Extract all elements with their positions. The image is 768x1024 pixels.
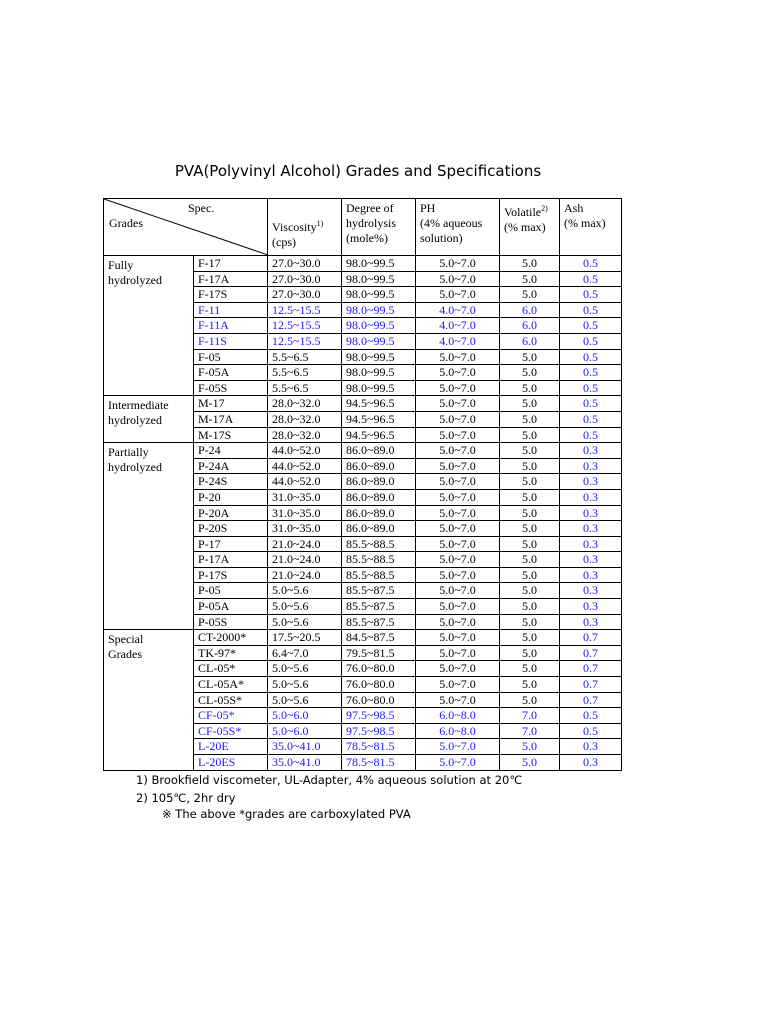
- grade-cell: CL-05*: [194, 661, 268, 677]
- ash-cell: 0.5: [560, 396, 622, 412]
- volatile-cell: 5.0: [500, 271, 560, 287]
- volatile-cell: 5.0: [500, 505, 560, 521]
- grade-cell: F-11: [194, 302, 268, 318]
- volatile-cell: 5.0: [500, 677, 560, 693]
- hydrolysis-cell: 98.0~99.5: [342, 318, 416, 334]
- ash-cell: 0.3: [560, 739, 622, 755]
- ash-cell: 0.3: [560, 599, 622, 615]
- ph-cell: 5.0~7.0: [416, 411, 500, 427]
- hydrolysis-cell: 98.0~99.5: [342, 349, 416, 365]
- volatile-cell: 5.0: [500, 365, 560, 381]
- grade-cell: P-20S: [194, 521, 268, 537]
- hydrolysis-cell: 85.5~87.5: [342, 614, 416, 630]
- group-label: [104, 630, 194, 770]
- volatile-cell: 5.0: [500, 755, 560, 771]
- grade-cell: L-20ES: [194, 755, 268, 771]
- group-label-line: hydrolyzed: [108, 273, 162, 287]
- hydrolysis-cell: 85.5~87.5: [342, 599, 416, 615]
- grade-cell: F-11S: [194, 333, 268, 349]
- group-label: [104, 443, 194, 630]
- grade-cell: P-20: [194, 489, 268, 505]
- ph-cell: 5.0~7.0: [416, 474, 500, 490]
- volatile-cell: 5.0: [500, 614, 560, 630]
- ph-cell: 5.0~7.0: [416, 489, 500, 505]
- ph-cell: 5.0~7.0: [416, 692, 500, 708]
- ash-cell: 0.3: [560, 567, 622, 583]
- hydrolysis-cell: 98.0~99.5: [342, 287, 416, 303]
- table-row: [104, 630, 622, 646]
- ph-cell: 5.0~7.0: [416, 599, 500, 615]
- ash-cell: 0.5: [560, 256, 622, 272]
- viscosity-cell: 12.5~15.5: [268, 302, 342, 318]
- ash-cell: 0.3: [560, 458, 622, 474]
- volatile-cell: 5.0: [500, 256, 560, 272]
- grade-cell: CT-2000*: [194, 630, 268, 646]
- viscosity-label: Viscosity: [272, 220, 317, 234]
- ash-cell: 0.7: [560, 645, 622, 661]
- ash-cell: 0.3: [560, 521, 622, 537]
- ph-header: [416, 199, 500, 256]
- volatile-cell: 5.0: [500, 287, 560, 303]
- hydrolysis-cell: 98.0~99.5: [342, 380, 416, 396]
- ash-cell: 0.7: [560, 692, 622, 708]
- hydrolysis-label-line2: hydrolysis: [346, 216, 397, 230]
- ph-cell: 4.0~7.0: [416, 302, 500, 318]
- hydrolysis-cell: 98.0~99.5: [342, 333, 416, 349]
- hydrolysis-cell: 78.5~81.5: [342, 755, 416, 771]
- hydrolysis-cell: 94.5~96.5: [342, 411, 416, 427]
- hydrolysis-cell: 84.5~87.5: [342, 630, 416, 646]
- viscosity-cell: 5.0~5.6: [268, 599, 342, 615]
- hydrolysis-cell: 76.0~80.0: [342, 692, 416, 708]
- hydrolysis-cell: 76.0~80.0: [342, 661, 416, 677]
- ash-cell: 0.3: [560, 536, 622, 552]
- ph-condition-line2: solution): [420, 231, 463, 245]
- ph-cell: 5.0~7.0: [416, 380, 500, 396]
- hydrolysis-header: [342, 199, 416, 256]
- hydrolysis-cell: 85.5~88.5: [342, 567, 416, 583]
- hydrolysis-cell: 97.5~98.5: [342, 723, 416, 739]
- hydrolysis-cell: 98.0~99.5: [342, 302, 416, 318]
- footnote-2: 2) 105℃, 2hr dry: [136, 791, 236, 805]
- grade-cell: F-05: [194, 349, 268, 365]
- ph-cell: 5.0~7.0: [416, 755, 500, 771]
- volatile-cell: 5.0: [500, 411, 560, 427]
- ph-cell: 5.0~7.0: [416, 443, 500, 459]
- hydrolysis-cell: 98.0~99.5: [342, 256, 416, 272]
- ash-cell: 0.5: [560, 349, 622, 365]
- grade-cell: P-17: [194, 536, 268, 552]
- hydrolysis-unit: (mole%): [346, 231, 388, 245]
- ph-cell: 5.0~7.0: [416, 567, 500, 583]
- ph-cell: 5.0~7.0: [416, 396, 500, 412]
- ash-cell: 0.5: [560, 723, 622, 739]
- ash-header: [560, 199, 622, 256]
- viscosity-cell: 5.0~5.6: [268, 614, 342, 630]
- viscosity-cell: 5.5~6.5: [268, 365, 342, 381]
- grade-cell: P-05S: [194, 614, 268, 630]
- grade-cell: F-05A: [194, 365, 268, 381]
- ph-cell: 6.0~8.0: [416, 708, 500, 724]
- volatile-label: Volatile: [504, 205, 542, 219]
- viscosity-cell: 44.0~52.0: [268, 443, 342, 459]
- volatile-cell: 5.0: [500, 396, 560, 412]
- volatile-cell: 5.0: [500, 599, 560, 615]
- viscosity-cell: 12.5~15.5: [268, 333, 342, 349]
- grade-cell: P-24: [194, 443, 268, 459]
- hydrolysis-cell: 85.5~88.5: [342, 552, 416, 568]
- hydrolysis-cell: 79.5~81.5: [342, 645, 416, 661]
- ph-cell: 4.0~7.0: [416, 333, 500, 349]
- ph-cell: 5.0~7.0: [416, 505, 500, 521]
- footnote-carboxylated: ※ The above *grades are carboxylated PVA: [162, 807, 411, 821]
- grade-cell: F-17: [194, 256, 268, 272]
- volatile-header: [500, 199, 560, 256]
- viscosity-cell: 5.0~5.6: [268, 583, 342, 599]
- ash-cell: 0.7: [560, 677, 622, 693]
- ash-cell: 0.7: [560, 630, 622, 646]
- hydrolysis-cell: 94.5~96.5: [342, 396, 416, 412]
- volatile-cell: 5.0: [500, 645, 560, 661]
- group-label-line: Partially: [108, 445, 149, 460]
- viscosity-cell: 17.5~20.5: [268, 630, 342, 646]
- volatile-cell: 5.0: [500, 427, 560, 443]
- ash-cell: 0.5: [560, 380, 622, 396]
- volatile-cell: 5.0: [500, 443, 560, 459]
- volatile-cell: 5.0: [500, 536, 560, 552]
- ph-cell: 5.0~7.0: [416, 427, 500, 443]
- ash-cell: 0.7: [560, 661, 622, 677]
- viscosity-unit: (cps): [272, 235, 296, 249]
- ash-label: Ash: [564, 201, 584, 215]
- viscosity-cell: 5.0~5.6: [268, 692, 342, 708]
- hydrolysis-label-line1: Degree of: [346, 201, 394, 215]
- ph-cell: 5.0~7.0: [416, 552, 500, 568]
- hydrolysis-cell: 86.0~89.0: [342, 505, 416, 521]
- grade-cell: M-17S: [194, 427, 268, 443]
- table-body: [104, 256, 622, 771]
- footnotes: [136, 772, 522, 822]
- ash-cell: 0.3: [560, 552, 622, 568]
- ph-cell: 5.0~7.0: [416, 583, 500, 599]
- hydrolysis-cell: 98.0~99.5: [342, 271, 416, 287]
- hydrolysis-cell: 86.0~89.0: [342, 458, 416, 474]
- ash-cell: 0.3: [560, 443, 622, 459]
- viscosity-cell: 28.0~32.0: [268, 396, 342, 412]
- ash-cell: 0.5: [560, 318, 622, 334]
- volatile-footnote-ref: 2): [541, 204, 548, 213]
- viscosity-cell: 31.0~35.0: [268, 521, 342, 537]
- footnote-1: 1) Brookfield viscometer, UL-Adapter, 4% aqueous solution at 20℃: [136, 773, 523, 787]
- grade-cell: F-17A: [194, 271, 268, 287]
- volatile-cell: 5.0: [500, 661, 560, 677]
- group-label-line: Intermediate: [108, 398, 169, 413]
- grade-cell: F-17S: [194, 287, 268, 303]
- grade-cell: M-17A: [194, 411, 268, 427]
- viscosity-footnote-ref: 1): [316, 219, 324, 228]
- ph-cell: 5.0~7.0: [416, 661, 500, 677]
- volatile-cell: 5.0: [500, 739, 560, 755]
- ph-cell: 5.0~7.0: [416, 677, 500, 693]
- ph-cell: 5.0~7.0: [416, 256, 500, 272]
- grade-cell: CL-05A*: [194, 677, 268, 693]
- viscosity-cell: 5.0~5.6: [268, 661, 342, 677]
- volatile-cell: 5.0: [500, 489, 560, 505]
- grade-cell: P-05: [194, 583, 268, 599]
- grade-cell: CL-05S*: [194, 692, 268, 708]
- ash-cell: 0.3: [560, 474, 622, 490]
- ph-cell: 5.0~7.0: [416, 739, 500, 755]
- ash-cell: 0.3: [560, 583, 622, 599]
- viscosity-cell: 28.0~32.0: [268, 427, 342, 443]
- viscosity-cell: 5.5~6.5: [268, 380, 342, 396]
- ph-cell: 5.0~7.0: [416, 458, 500, 474]
- page-title: PVA(Polyvinyl Alcohol) Grades and Specifications: [174, 162, 542, 180]
- viscosity-cell: 21.0~24.0: [268, 536, 342, 552]
- group-label-line: hydrolyzed: [108, 413, 162, 428]
- specifications-table: [103, 198, 622, 771]
- hydrolysis-cell: 86.0~89.0: [342, 474, 416, 490]
- ash-cell: 0.5: [560, 708, 622, 724]
- viscosity-cell: 5.0~6.0: [268, 708, 342, 724]
- table-row: [104, 256, 622, 272]
- ph-cell: 5.0~7.0: [416, 645, 500, 661]
- volatile-cell: 5.0: [500, 380, 560, 396]
- viscosity-cell: 21.0~24.0: [268, 567, 342, 583]
- viscosity-cell: 35.0~41.0: [268, 739, 342, 755]
- ph-cell: 6.0~8.0: [416, 723, 500, 739]
- ph-cell: 5.0~7.0: [416, 536, 500, 552]
- ash-cell: 0.5: [560, 365, 622, 381]
- viscosity-cell: 5.0~5.6: [268, 677, 342, 693]
- viscosity-cell: 27.0~30.0: [268, 287, 342, 303]
- group-label: [104, 256, 194, 396]
- hydrolysis-cell: 97.5~98.5: [342, 708, 416, 724]
- grade-cell: CF-05*: [194, 708, 268, 724]
- ash-cell: 0.3: [560, 505, 622, 521]
- ash-cell: 0.5: [560, 411, 622, 427]
- viscosity-cell: 27.0~30.0: [268, 256, 342, 272]
- grade-cell: F-11A: [194, 318, 268, 334]
- ash-cell: 0.5: [560, 271, 622, 287]
- grade-cell: P-17A: [194, 552, 268, 568]
- grade-cell: F-05S: [194, 380, 268, 396]
- viscosity-header: [268, 199, 342, 256]
- volatile-cell: 5.0: [500, 521, 560, 537]
- grade-cell: CF-05S*: [194, 723, 268, 739]
- group-label-line: Fully: [108, 258, 134, 272]
- ph-cell: 5.0~7.0: [416, 521, 500, 537]
- hydrolysis-cell: 76.0~80.0: [342, 677, 416, 693]
- volatile-cell: 6.0: [500, 333, 560, 349]
- ash-cell: 0.5: [560, 333, 622, 349]
- ph-cell: 5.0~7.0: [416, 630, 500, 646]
- volatile-unit: (% max): [504, 220, 546, 234]
- ash-cell: 0.3: [560, 614, 622, 630]
- volatile-cell: 5.0: [500, 349, 560, 365]
- ash-cell: 0.3: [560, 489, 622, 505]
- grades-header-label: Grades: [109, 216, 143, 230]
- volatile-cell: 5.0: [500, 458, 560, 474]
- viscosity-cell: 5.0~6.0: [268, 723, 342, 739]
- viscosity-cell: 31.0~35.0: [268, 489, 342, 505]
- volatile-cell: 5.0: [500, 692, 560, 708]
- volatile-cell: 7.0: [500, 723, 560, 739]
- viscosity-cell: 27.0~30.0: [268, 271, 342, 287]
- table-row: [104, 443, 622, 459]
- hydrolysis-cell: 78.5~81.5: [342, 739, 416, 755]
- grade-cell: P-20A: [194, 505, 268, 521]
- hydrolysis-cell: 85.5~87.5: [342, 583, 416, 599]
- group-label-line: hydrolyzed: [108, 460, 162, 475]
- hydrolysis-cell: 86.0~89.0: [342, 489, 416, 505]
- ph-cell: 4.0~7.0: [416, 318, 500, 334]
- table-header-row: [104, 199, 622, 256]
- ph-cell: 5.0~7.0: [416, 271, 500, 287]
- grade-cell: L-20E: [194, 739, 268, 755]
- spec-header-label: Spec.: [188, 201, 215, 215]
- spec-grades-header: [104, 199, 268, 256]
- volatile-cell: 5.0: [500, 583, 560, 599]
- volatile-cell: 7.0: [500, 708, 560, 724]
- grade-cell: M-17: [194, 396, 268, 412]
- viscosity-cell: 44.0~52.0: [268, 474, 342, 490]
- ph-condition-line1: (4% aqueous: [420, 216, 483, 230]
- ash-cell: 0.5: [560, 302, 622, 318]
- group-label-line: Grades: [108, 647, 142, 662]
- ph-cell: 5.0~7.0: [416, 365, 500, 381]
- grade-cell: P-24A: [194, 458, 268, 474]
- hydrolysis-cell: 94.5~96.5: [342, 427, 416, 443]
- grade-cell: TK-97*: [194, 645, 268, 661]
- hydrolysis-cell: 85.5~88.5: [342, 536, 416, 552]
- viscosity-cell: 6.4~7.0: [268, 645, 342, 661]
- viscosity-cell: 28.0~32.0: [268, 411, 342, 427]
- ash-cell: 0.5: [560, 427, 622, 443]
- ph-cell: 5.0~7.0: [416, 349, 500, 365]
- viscosity-cell: 44.0~52.0: [268, 458, 342, 474]
- ph-cell: 5.0~7.0: [416, 287, 500, 303]
- volatile-cell: 6.0: [500, 318, 560, 334]
- viscosity-cell: 12.5~15.5: [268, 318, 342, 334]
- ash-cell: 0.3: [560, 755, 622, 771]
- viscosity-cell: 35.0~41.0: [268, 755, 342, 771]
- ash-unit: (% max): [564, 216, 606, 230]
- volatile-cell: 5.0: [500, 474, 560, 490]
- grade-cell: P-24S: [194, 474, 268, 490]
- viscosity-cell: 31.0~35.0: [268, 505, 342, 521]
- volatile-cell: 5.0: [500, 567, 560, 583]
- hydrolysis-cell: 86.0~89.0: [342, 443, 416, 459]
- group-label: [104, 396, 194, 443]
- ash-cell: 0.5: [560, 287, 622, 303]
- grade-cell: P-17S: [194, 567, 268, 583]
- volatile-cell: 5.0: [500, 630, 560, 646]
- hydrolysis-cell: 86.0~89.0: [342, 521, 416, 537]
- table-row: [104, 396, 622, 412]
- grade-cell: P-05A: [194, 599, 268, 615]
- ph-label: PH: [420, 201, 436, 215]
- viscosity-cell: 21.0~24.0: [268, 552, 342, 568]
- volatile-cell: 6.0: [500, 302, 560, 318]
- ph-cell: 5.0~7.0: [416, 614, 500, 630]
- viscosity-cell: 5.5~6.5: [268, 349, 342, 365]
- group-label-line: Special: [108, 632, 144, 647]
- volatile-cell: 5.0: [500, 552, 560, 568]
- hydrolysis-cell: 98.0~99.5: [342, 365, 416, 381]
